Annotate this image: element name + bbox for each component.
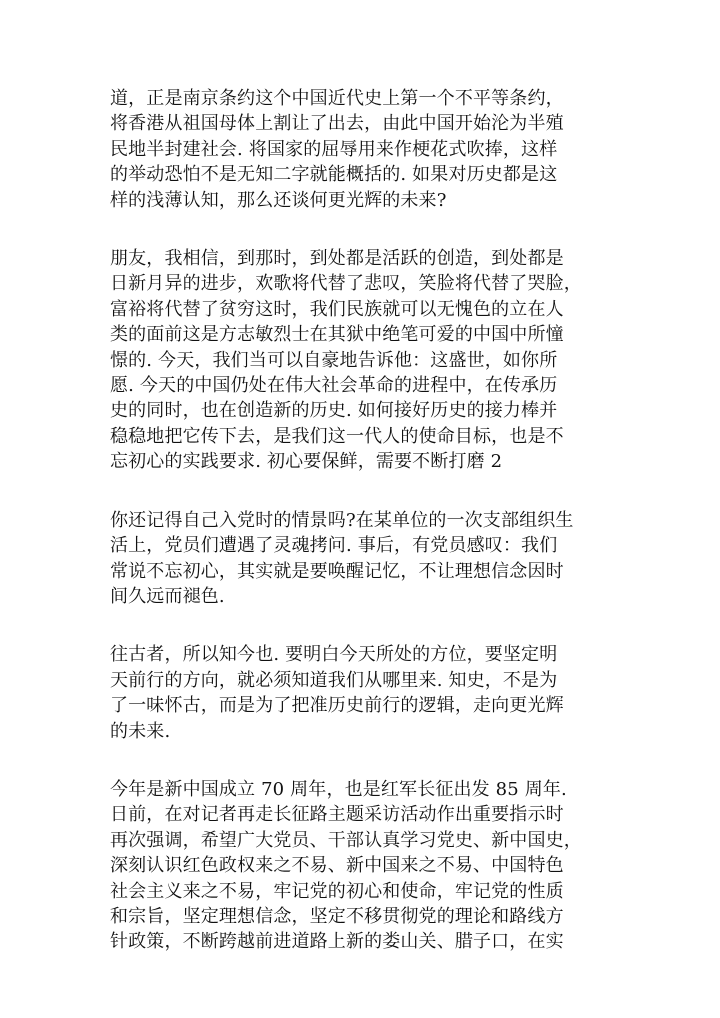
paragraph-4: 往古者，所以知今也. 要明白今天所处的方位，要坚定明 天前行的方向，就必须知道我们从哪里来. 知史，不是为 了一味怀古，而是为了把准历史前行的逻辑，走向更光辉 的未来. [110,644,564,742]
paragraph-2: 朋友，我相信，到那时，到处都是活跃的创造，到处都是 日新月异的进步，欢歌将代替了悲叹，笑脸将代替了哭脸， 富裕将代替了贫穷这时，我们民族就可以无愧色的立在人 类的面前这是方志敏烈士在其狱中绝笔可爱的中国中所憧 憬的. 今天，我们当可以自豪地告诉他：这盛世，如你所 愿. 今天的中国仍处在伟大社会革命的进程中，在传承历 史的同时，也在创造新的历史. 如何接好历史的接力棒并 稳稳地把它传下去，是我们这一代人的使命目标，也是不 忘初心的实践要求. 初心要保鲜，需要不断打磨 2 [110,248,582,473]
document-body [110,86,614,988]
paragraph-5: 今年是新中国成立 70 周年，也是红军长征出发 85 周年. 日前，在对记者再走长征路主题采访活动作出重要指示时 再次强调，希望广大党员、干部认真学习党史、新中国史， 深刻认识红色政权来之不易、新中国来之不易、中国特色 社会主义来之不易，牢记党的初心和使命，牢记党的性质 和宗旨，坚定理想信念，坚定不移贯彻党的理论和路线方 针政策，不断跨越前进道路上新的娄山关、腊子口，在实 [110,778,582,953]
paragraph-1: 道，正是南京条约这个中国近代史上第一个不平等条约， 将香港从祖国母体上割让了出去，由此中国开始沦为半殖 民地半封建社会. 将国家的屈辱用来作梗花式吹捧，这样 的举动恐怕不是无知二字就能概括的. 如果对历史都是这 样的浅薄认知，那么还谈何更光辉的未来? [110,88,564,211]
paragraph-3: 你还记得自己入党时的情景吗?在某单位的一次支部组织生 活上，党员们遭遇了灵魂拷问. 事后，有党员感叹：我们 常说不忘初心，其实就是要唤醒记忆，不让理想信念因时 间久远而褪色. [110,509,574,607]
